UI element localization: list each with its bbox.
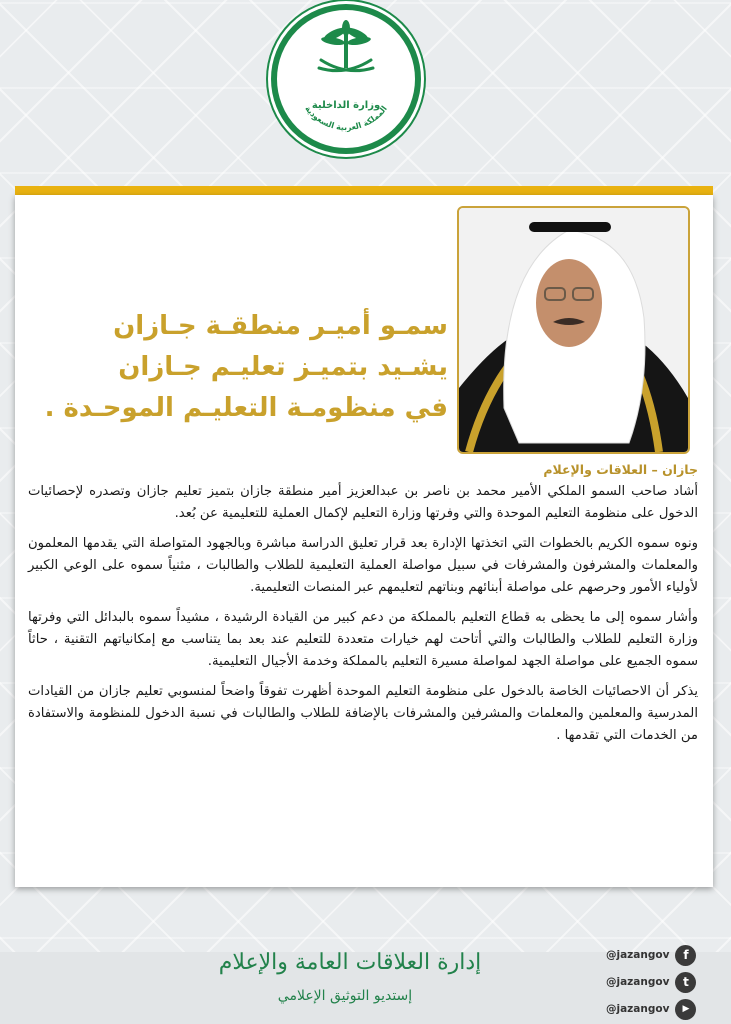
article-paragraph: وأشار سموه إلى ما يحظى به قطاع التعليم بالمملكة من دعم كبير من القيادة الرشيدة ، مشيداً سموه بالبدائل التي وفرتها وزارة التعليم للطلاب والطالبات والتي أتاحت لهم خيارات متعددة للتعليم عند بعد بما يتناسب مع إمكانياتهم التقنية ، حاثاً سموه الجميع على مواصلة الجهد لمواصلة مسيرة التعليم بالمملكة وخدمة الأجيال التعليمية. <box>28 610 698 669</box>
facebook-icon[interactable]: f <box>675 945 696 966</box>
article-paragraph: يذكر أن الاحصائيات الخاصة بالدخول على منظومة التعليم الموحدة أظهرت تفوقاً واضحاً لمنسوبي تعليم جازان من القيادات المدرسية والمعلمين والمعلمات والمشرفين والمشرفات بالإضافة للطلاب والطالبات في نسبة الدخول للمنظومة والاستفادة من الخدمات التي تقدمها . <box>28 684 698 743</box>
article-paragraph: أشاد صاحب السمو الملكي الأمير محمد بن ناصر بن عبدالعزيز أمير منطقة جازان بتميز تعليم جازان وتصدره لإحصائيات الدخول على منظومة التعليم الموحدة والتي وفرتها وزارة التعليم لإكمال العملية للتعليمية عن بُعد. <box>28 484 698 521</box>
emblem-text-bottom: المملكة العربية السعودية <box>303 104 389 133</box>
headline-line-2: يشـيد بتميـز تعليـم جـازان <box>118 352 448 382</box>
article-byline: جازان – العلاقات والإعلام <box>543 462 698 477</box>
emblem-text-top: وزارة الداخلية <box>311 100 381 111</box>
article-body <box>28 481 698 755</box>
footer-department-title: إدارة العلاقات العامة والإعلام <box>218 950 482 975</box>
article-paragraph: ونوه سموه الكريم بالخطوات التي اتخذتها الإدارة بعد قرار تعليق الدراسة مباشرة وبالجهود المتواصلة التي يقدمها المعلمون والمعلمات والمشرفون والمشرفات في سبيل مواصلة العملية التعليمية للطلاب والطالبات ، مثنياً سموه على الوعي الكبير لأولياء الأمور وحرصهم على مواصلة أبنائهم وبناتهم لتعليمهم عبر المنصات التعليمية. <box>28 536 698 595</box>
social-twitter[interactable] <box>606 971 716 993</box>
headline-line-3: في منظومـة التعليـم الموحـدة . <box>44 393 448 423</box>
social-handle[interactable]: @jazangov <box>606 949 670 961</box>
gold-divider-bar <box>15 186 713 195</box>
social-facebook[interactable] <box>606 944 716 966</box>
twitter-icon[interactable]: t <box>675 972 696 993</box>
article-headline <box>24 306 448 429</box>
youtube-icon[interactable]: ▶ <box>675 999 696 1020</box>
footer-studio-subtitle: إستديو التوثيق الإعلامي <box>277 988 413 1004</box>
headline-line-1: سمـو أميـر منطقـة جـازان <box>113 311 448 341</box>
social-youtube[interactable] <box>606 998 716 1020</box>
social-handle[interactable]: @jazangov <box>606 976 670 988</box>
ministry-emblem-logo <box>271 4 421 154</box>
social-handle[interactable]: @jazangov <box>606 1003 670 1015</box>
governor-portrait-photo <box>457 206 690 454</box>
